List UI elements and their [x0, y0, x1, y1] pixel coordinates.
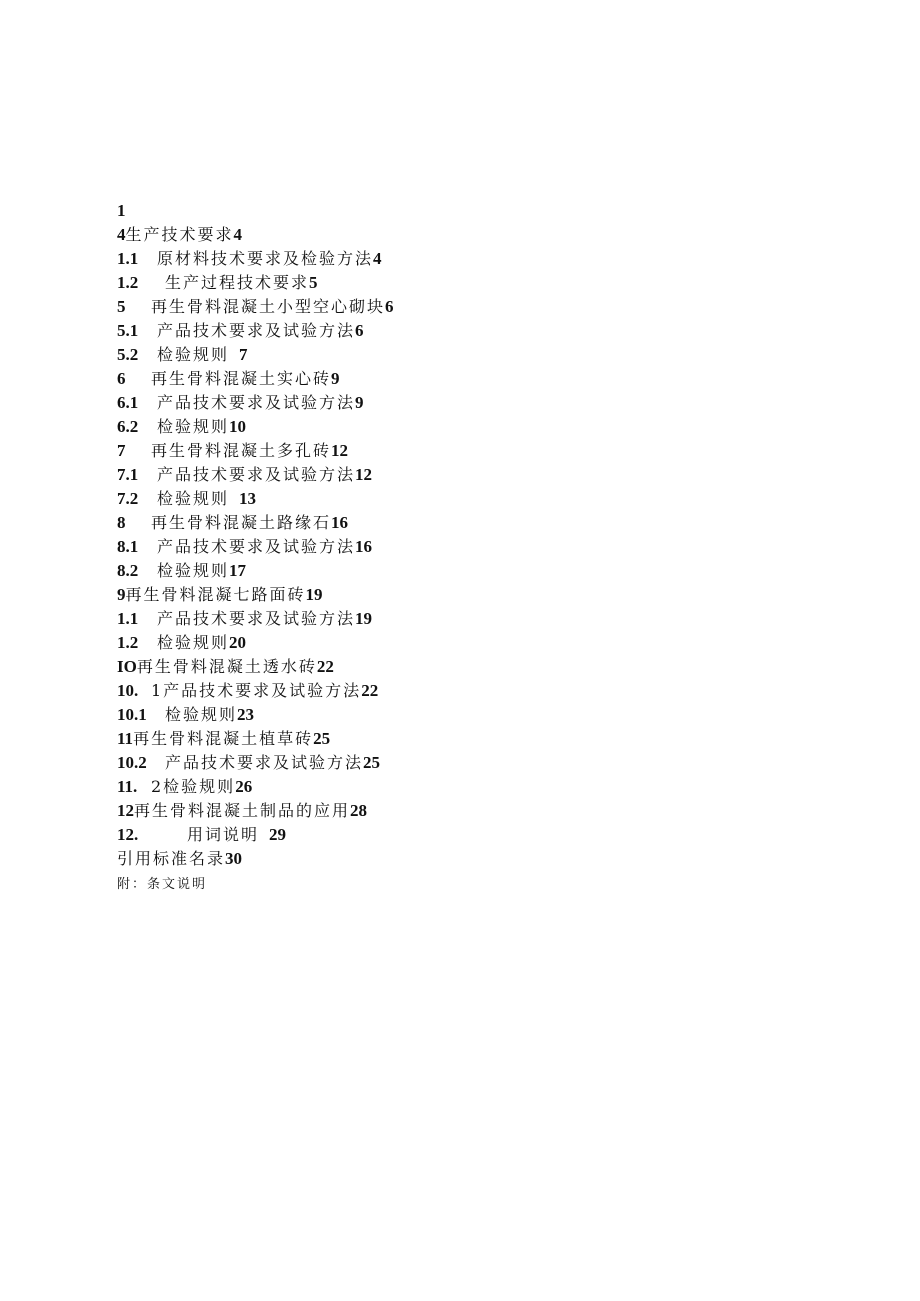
- toc-entry-number: 11: [117, 729, 134, 748]
- toc-entry[interactable]: [117, 583, 637, 607]
- toc-entry-title: 产品技术要求及试验方法: [157, 321, 356, 340]
- toc-entry[interactable]: [117, 775, 637, 799]
- toc-entry-page: 25: [313, 729, 331, 748]
- toc-entry-title: 产品技术要求及试验方法: [157, 393, 356, 412]
- toc-entry-title: 用词说明: [187, 825, 260, 844]
- toc-entry-title: 2检验规则: [151, 777, 236, 796]
- toc-entry-number: 1.2: [117, 633, 139, 652]
- toc-entry-page: 22: [361, 681, 379, 700]
- toc-entry-number: 7: [117, 441, 126, 460]
- toc-entry[interactable]: [117, 247, 637, 271]
- toc-entry-page: 16: [331, 513, 349, 532]
- toc-entry-title: 生产过程技术要求: [165, 273, 310, 292]
- toc-entry[interactable]: [117, 271, 637, 295]
- toc-entry-title: 产品技术要求及试验方法: [165, 753, 364, 772]
- toc-entry-number: 12: [117, 801, 134, 820]
- toc-entry[interactable]: [117, 463, 637, 487]
- toc-entry-page: 5: [309, 273, 318, 292]
- toc-entry-page: 19: [305, 585, 323, 604]
- toc-entry-page: 4: [373, 249, 382, 268]
- toc-entry-page: 23: [237, 705, 255, 724]
- toc-entry-title: 再生骨料混凝土植草砖: [133, 729, 314, 748]
- toc-entry-page: 19: [355, 609, 373, 628]
- toc-entry-title: 生产技术要求: [125, 225, 234, 244]
- toc-entry[interactable]: [117, 655, 637, 679]
- toc-entry-number: 5: [117, 297, 126, 316]
- toc-entry[interactable]: [117, 751, 637, 775]
- toc-entry-number: 1.2: [117, 273, 139, 292]
- toc-entry-title: 产品技术要求及试验方法: [157, 537, 356, 556]
- toc-entry-number: 11.: [117, 777, 138, 796]
- toc-entry-number: 6.2: [117, 417, 139, 436]
- toc-entry-number: 5.2: [117, 345, 139, 364]
- toc-entry[interactable]: [117, 487, 637, 511]
- toc-entry-page: 9: [331, 369, 340, 388]
- toc-entry[interactable]: [117, 703, 637, 727]
- toc-entry-title: 产品技术要求及试验方法: [157, 465, 356, 484]
- toc-entry-number: 7.1: [117, 465, 139, 484]
- toc-entry-page: 20: [229, 633, 247, 652]
- toc-entry[interactable]: [117, 439, 637, 463]
- toc-entry-title: 检验规则: [157, 345, 230, 364]
- toc-entry-number: 4: [117, 225, 126, 244]
- toc-entry-title: 再生骨料混凝土制品的应用: [134, 801, 351, 820]
- toc-entry-number: 10.: [117, 681, 139, 700]
- toc-entry-number: 1: [117, 201, 126, 220]
- toc-entry-page: 12: [355, 465, 373, 484]
- toc-entry-title: 检验规则: [157, 561, 230, 580]
- toc-entry-page: 17: [229, 561, 247, 580]
- toc-entry-page: 28: [350, 801, 368, 820]
- toc-entry-title: 再生骨料混凝七路面砖: [125, 585, 306, 604]
- toc-entry[interactable]: [117, 199, 637, 223]
- toc-entry-number: 10.2: [117, 753, 147, 772]
- toc-entry-number: 8.1: [117, 537, 139, 556]
- toc-entry-number: 8.2: [117, 561, 139, 580]
- toc-entry-title: 产品技术要求及试验方法: [157, 609, 356, 628]
- toc-entry-number: 1.1: [117, 609, 139, 628]
- toc-entry[interactable]: [117, 343, 637, 367]
- toc-entry-number: 9: [117, 585, 126, 604]
- toc-entry[interactable]: [117, 727, 637, 751]
- toc-entry-page: 6: [385, 297, 394, 316]
- table-of-contents: [117, 199, 637, 897]
- toc-entry[interactable]: [117, 847, 637, 871]
- toc-entry-page: 6: [355, 321, 364, 340]
- toc-entry[interactable]: [117, 391, 637, 415]
- toc-entry-title: 1产品技术要求及试验方法: [151, 681, 362, 700]
- toc-entry-title: 再生骨料混凝土多孔砖: [151, 441, 332, 460]
- toc-entry-number: 1.1: [117, 249, 139, 268]
- toc-entry[interactable]: [117, 823, 637, 847]
- toc-entry-number: 10.1: [117, 705, 147, 724]
- toc-entry[interactable]: [117, 607, 637, 631]
- toc-entry[interactable]: [117, 535, 637, 559]
- toc-entry-page: 16: [355, 537, 373, 556]
- toc-entry[interactable]: [117, 511, 637, 535]
- toc-entry-number: 5.1: [117, 321, 139, 340]
- toc-entry-title: 检验规则: [157, 417, 230, 436]
- toc-entry[interactable]: [117, 631, 637, 655]
- toc-entry-title: 引用标准名录: [117, 849, 226, 868]
- toc-entry-page: 13: [239, 489, 257, 508]
- toc-entry-page: 29: [269, 825, 287, 844]
- toc-entry-page: 4: [233, 225, 243, 244]
- toc-entry[interactable]: [117, 799, 637, 823]
- toc-entry-number: 6: [117, 369, 126, 388]
- toc-entry-title: 再生骨料混凝土实心砖: [151, 369, 332, 388]
- toc-entry-title: 检验规则: [165, 705, 238, 724]
- toc-entry-title: 检验规则: [157, 633, 230, 652]
- toc-entry-title: 再生骨料混凝土路缘石: [151, 513, 332, 532]
- toc-entry[interactable]: [117, 679, 637, 703]
- toc-entry-page: 26: [235, 777, 253, 796]
- toc-entry-title: 检验规则: [157, 489, 230, 508]
- toc-entry-page: 12: [331, 441, 349, 460]
- toc-entry-title: 原材料技术要求及检验方法: [157, 249, 374, 268]
- toc-entry-page: 10: [229, 417, 247, 436]
- toc-entry-page: 25: [363, 753, 381, 772]
- toc-entry[interactable]: [117, 319, 637, 343]
- toc-entry-number: 7.2: [117, 489, 139, 508]
- toc-entry-number: 8: [117, 513, 126, 532]
- toc-entry[interactable]: [117, 295, 637, 319]
- toc-entry-title: 再生骨料混凝土小型空心砌块: [151, 297, 386, 316]
- toc-entry[interactable]: [117, 223, 637, 247]
- toc-entry-page: 7: [239, 345, 248, 364]
- toc-entry[interactable]: [117, 367, 637, 391]
- toc-entry-page: 22: [316, 657, 334, 676]
- toc-entry-number: 12.: [117, 825, 139, 844]
- toc-entry-number: 6.1: [117, 393, 139, 412]
- toc-entry-page: 30: [225, 849, 243, 868]
- toc-entry-title: 再生骨料混凝土透水砖: [136, 657, 317, 676]
- appendix-note: 附：条文说明: [117, 877, 208, 892]
- toc-entry[interactable]: [117, 415, 637, 439]
- toc-entry-number: IO: [117, 657, 137, 676]
- toc-entry-page: 9: [355, 393, 364, 412]
- toc-entry[interactable]: [117, 559, 637, 583]
